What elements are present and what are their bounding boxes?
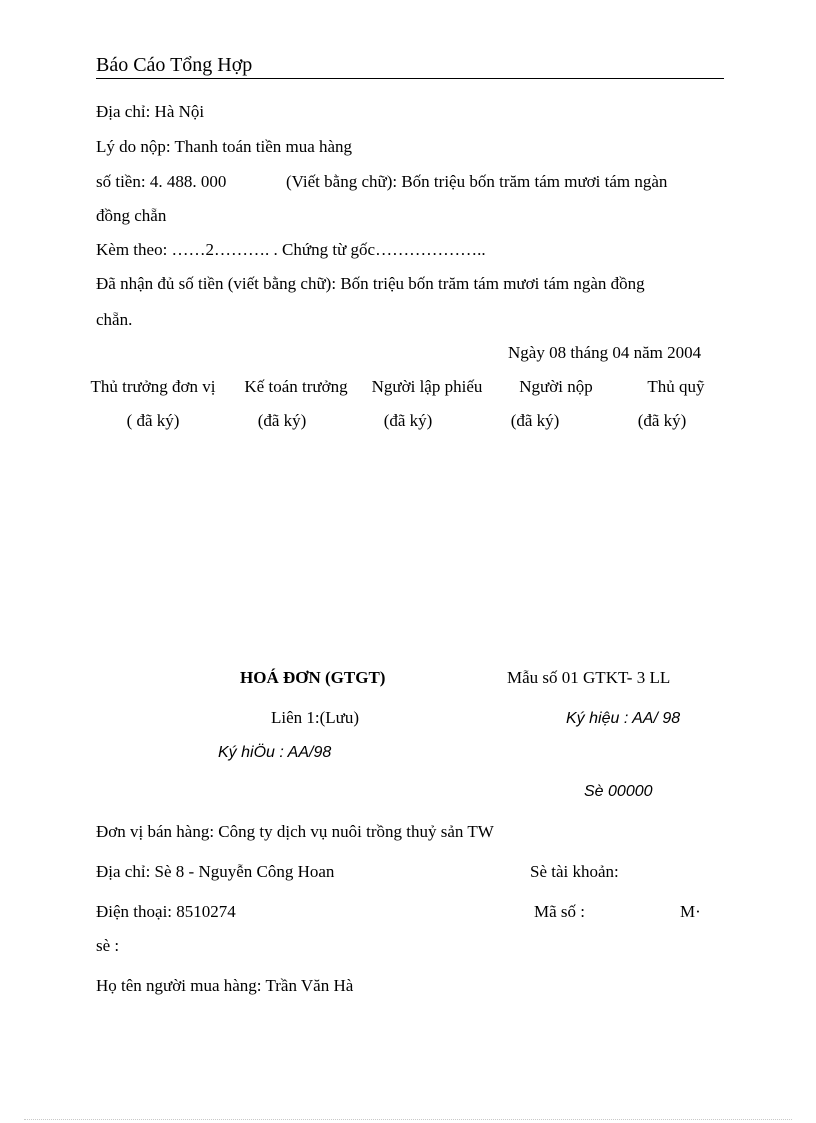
signature-status-head: ( đã ký) — [126, 411, 180, 430]
invoice-account-number: Sè tài khoản: — [530, 862, 619, 881]
invoice-symbol-right: Ký hiệu : AA/ 98 — [566, 710, 681, 727]
receipt-date: Ngày 08 tháng 04 năm 2004 — [508, 343, 702, 362]
header-rule — [96, 78, 724, 79]
signature-title-head: Thủ trưởng đơn vị — [90, 377, 216, 396]
invoice-seller: Đơn vị bán hàng: Công ty dịch vụ nuôi trồng thuỷ sản TW — [96, 822, 494, 841]
receipt-amount-words: (Viết bằng chữ): Bốn triệu bốn trăm tám mươi tám ngàn — [286, 172, 668, 191]
signature-status-preparer: (đã ký) — [383, 411, 433, 430]
invoice-title: HOÁ ĐƠN (GTGT) — [240, 668, 386, 687]
signature-title-payer: Người nộp — [519, 377, 593, 396]
invoice-tax-code-tail-2: sè : — [96, 936, 120, 955]
invoice-phone: Điện thoại: 8510274 — [96, 902, 236, 921]
receipt-attached: Kèm theo: ……2………. . Chứng từ gốc……………….. — [96, 240, 486, 259]
invoice-tax-code: Mã số : — [534, 902, 585, 921]
receipt-address: Địa chỉ: Hà Nội — [96, 102, 205, 121]
signature-status-cashier: (đã ký) — [637, 411, 687, 430]
invoice-buyer: Họ tên người mua hàng: Trần Văn Hà — [96, 976, 354, 995]
page-header-title: Báo Cáo Tổng Hợp — [96, 54, 253, 76]
signature-status-chief-accountant: (đã ký) — [257, 411, 307, 430]
page-bottom-dotted-rule — [24, 1119, 792, 1120]
signature-title-cashier: Thủ quỹ — [647, 377, 705, 396]
receipt-amount-words-cont: đồng chẵn — [96, 206, 167, 225]
signature-title-preparer: Người lập phiếu — [371, 377, 483, 396]
invoice-symbol-left: Ký hiÖu : AA/98 — [218, 744, 332, 761]
invoice-form-number: Mẫu số 01 GTKT- 3 LL — [507, 668, 671, 687]
invoice-seller-address: Địa chỉ: Sè 8 - Nguyễn Công Hoan — [96, 862, 335, 881]
receipt-received-cont: chẵn. — [96, 310, 133, 329]
signature-title-chief-accountant: Kế toán trưởng — [244, 377, 348, 396]
receipt-reason: Lý do nộp: Thanh toán tiền mua hàng — [96, 137, 353, 156]
signature-status-payer: (đã ký) — [510, 411, 560, 430]
invoice-copy: Liên 1:(Lưu) — [271, 708, 360, 727]
receipt-received: Đã nhận đủ số tiền (viết bằng chữ): Bốn triệu bốn trăm tám mươi tám ngàn đồng — [96, 274, 645, 293]
receipt-amount: số tiền: 4. 488. 000 — [96, 172, 227, 191]
invoice-tax-code-tail: M· — [680, 902, 701, 921]
invoice-number: Sè 00000 — [584, 783, 653, 800]
